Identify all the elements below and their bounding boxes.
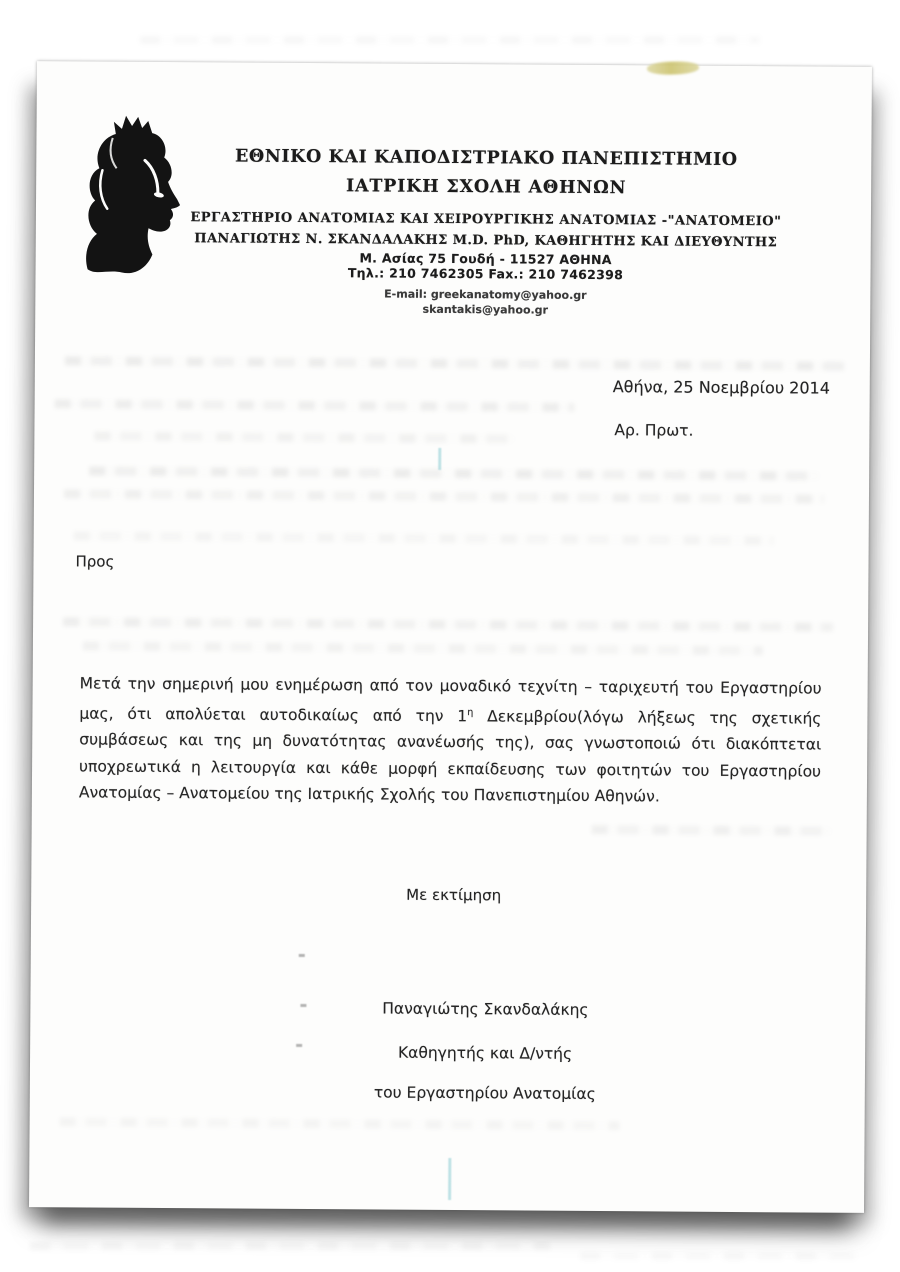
scan-artifact [592, 825, 832, 836]
scan-artifact [438, 448, 441, 470]
letterhead-email-1: E-mail: greekanatomy@yahoo.gr [384, 287, 587, 302]
letterhead-laboratory: ΕΡΓΑΣΤΗΡΙΟ ΑΝΑΤΟΜΙΑΣ ΚΑΙ ΧΕΙΡΟΥΡΓΙΚΗΣ ΑΝΑΤΟΜΙΑΣ -"ΑΝΑΤΟΜΕΙΟ" [190, 210, 782, 230]
date-line: Αθήνα, 25 Νοεμβρίου 2014 [612, 377, 831, 398]
scan-smudge [647, 61, 699, 75]
scan-artifact [83, 641, 763, 655]
scan-artifact [89, 466, 819, 480]
letterhead-email-2: skantakis@yahoo.gr [422, 302, 549, 317]
letter-body [79, 670, 822, 811]
scan-artifact [299, 954, 305, 957]
body-text-part1: Μετά την σημερινή μου ενημέρωση από τον μοναδικό τεχνίτη – ταριχευτή του Εργαστηρίου μας, ότι απολύεται αυτοδικαίως από την 1 [79, 674, 822, 725]
scan-artifact [74, 531, 774, 545]
scan-artifact [580, 1252, 860, 1260]
letter-page [29, 61, 872, 1213]
scan-artifact [60, 1117, 620, 1130]
letterhead-university: ΕΘΝΙΚΟ ΚΑΙ ΚΑΠΟΔΙΣΤΡΙΑΚΟ ΠΑΝΕΠΙΣΤΗΜΙΟ [234, 146, 738, 170]
letterhead-address: Μ. Ασίας 75 Γουδή - 11527 ΑΘΗΝΑ [359, 250, 612, 268]
body-text-part2: Δεκεμβρίου(λόγω λήξεως της σχετικής συμβάσεως και της μη δυνατότητας ανανέωσής της), σας γνωστοποιώ ότι διακόπτεται υποχρεωτικά η λειτουργία και κάθε μορφή εκπαίδευσης των φοιτητών του Εργαστηρίου Ανατομίας – Ανατομείου της Ιατρικής Σχολής του Πανεπιστημίου Αθηνών. [78, 706, 822, 806]
scan-artifact [296, 1044, 302, 1047]
letterhead-school: ΙΑΤΡΙΚΗ ΣΧΟΛΗ ΑΘΗΝΩΝ [345, 176, 627, 199]
letterhead-director: ΠΑΝΑΓΙΩΤΗΣ Ν. ΣΚΑΝΔΑΛΑΚΗΣ M.D. PhD, ΚΑΘΗΓΗΤΗΣ ΚΑΙ ΔΙΕΥΘΥΝΤΗΣ [194, 231, 778, 251]
protocol-number-label: Αρ. Πρωτ. [614, 421, 694, 440]
scan-artifact [64, 489, 824, 503]
scan-artifact [30, 1242, 550, 1250]
scan-artifact [65, 356, 845, 370]
scan-artifact [140, 36, 760, 44]
signature-title: Καθηγητής και Δ/ντής [397, 1043, 573, 1063]
signature-name: Παναγιώτης Σκανδαλάκης [382, 999, 589, 1019]
scan-artifact [63, 617, 833, 631]
ordinal-superscript: η [467, 706, 474, 718]
closing-salutation: Με εκτίμηση [406, 885, 502, 905]
letterhead-phone-fax: Τηλ.: 210 7462305 Fax.: 210 7462398 [347, 265, 624, 283]
scan-artifact [448, 1158, 451, 1200]
scan-artifact [300, 1004, 306, 1007]
scan-artifact [94, 432, 514, 444]
recipient-label: Προς [75, 552, 115, 571]
scan-artifact [55, 399, 575, 412]
signature-department: του Εργαστηρίου Ανατομίας [373, 1083, 596, 1104]
